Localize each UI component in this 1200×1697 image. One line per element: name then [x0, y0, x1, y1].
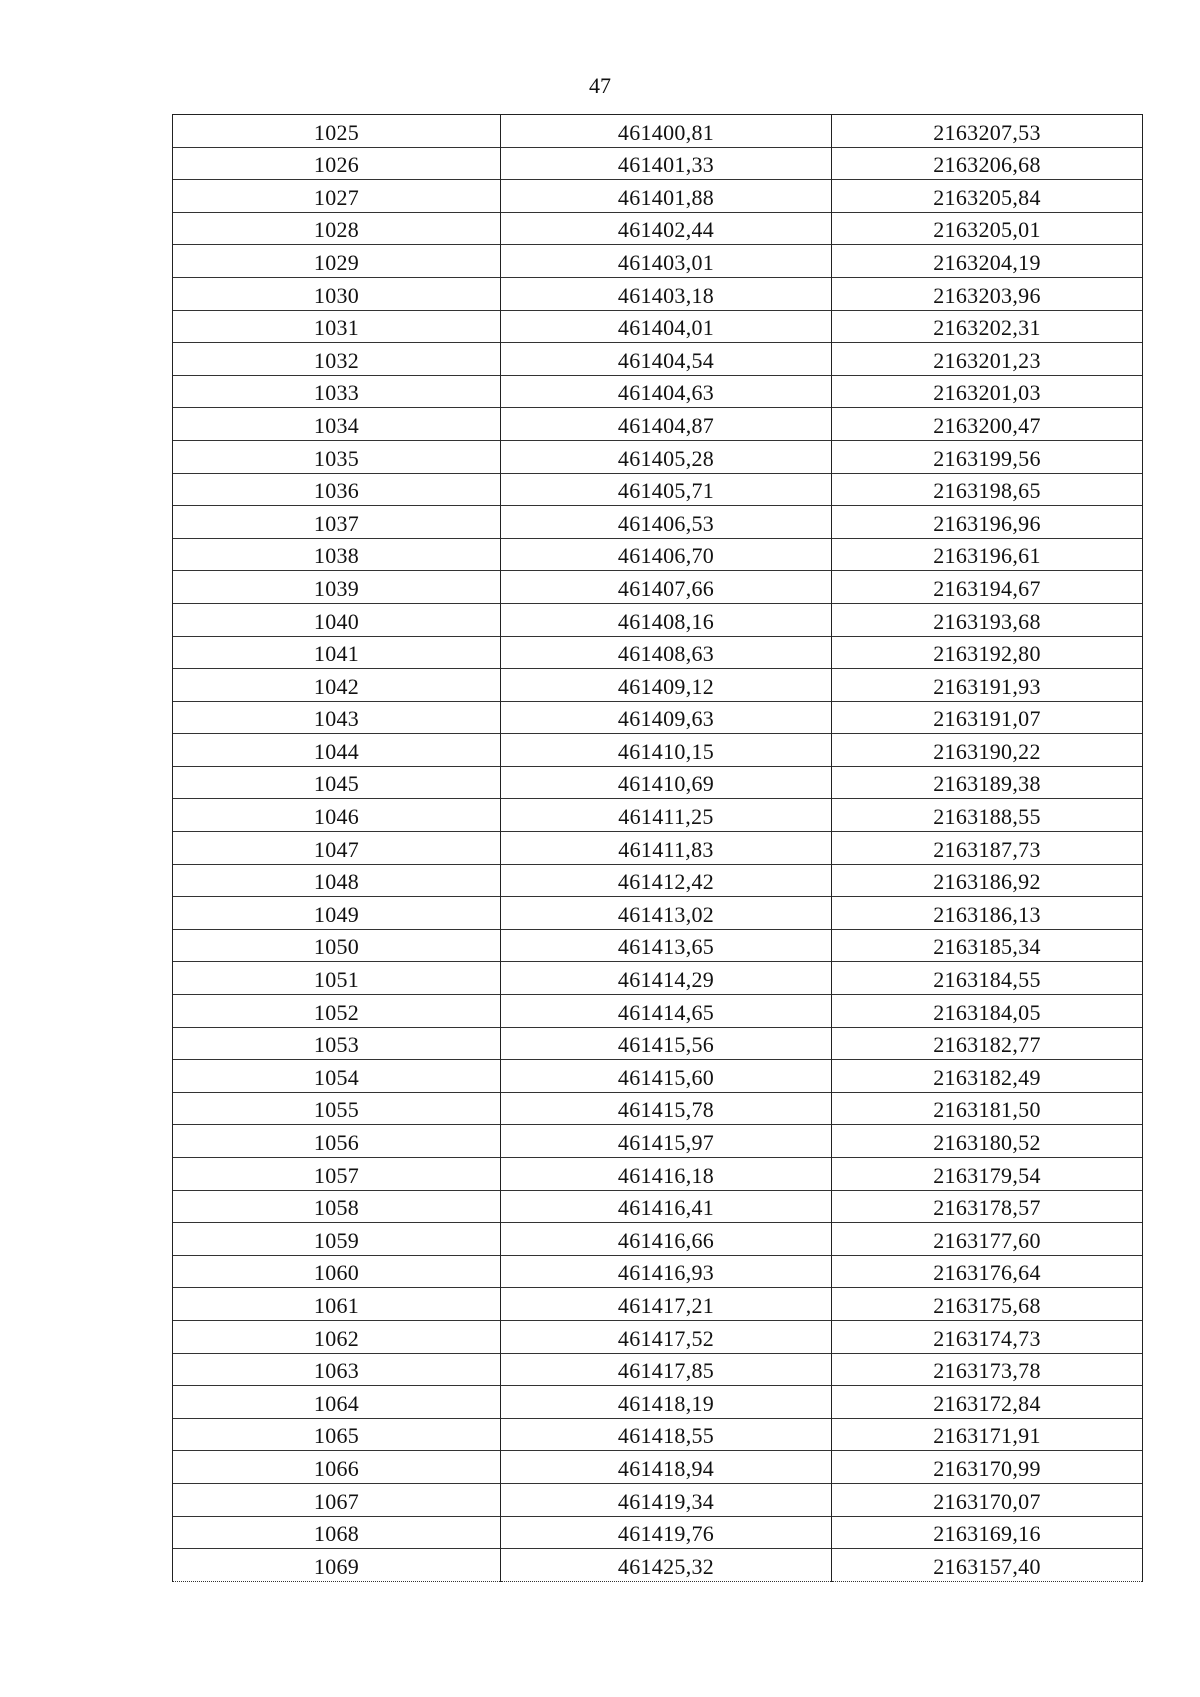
table-row — [173, 766, 1143, 799]
point-number-cell: 1065 — [173, 1418, 501, 1451]
y-coordinate-cell: 2163184,55 — [832, 962, 1143, 995]
y-coordinate-cell: 2163187,73 — [832, 832, 1143, 865]
point-number-cell: 1051 — [173, 962, 501, 995]
table-row — [173, 245, 1143, 278]
x-coordinate-cell: 461415,60 — [501, 1060, 832, 1093]
x-coordinate-cell: 461412,42 — [501, 864, 832, 897]
point-number-cell: 1025 — [173, 115, 501, 148]
y-coordinate-cell: 2163207,53 — [832, 115, 1143, 148]
point-number-cell: 1036 — [173, 473, 501, 506]
y-coordinate-cell: 2163198,65 — [832, 473, 1143, 506]
table-row — [173, 669, 1143, 702]
x-coordinate-cell: 461406,70 — [501, 538, 832, 571]
x-coordinate-cell: 461405,28 — [501, 440, 832, 473]
table-row — [173, 734, 1143, 767]
x-coordinate-cell: 461406,53 — [501, 506, 832, 539]
x-coordinate-cell: 461409,63 — [501, 701, 832, 734]
table-row — [173, 1418, 1143, 1451]
point-number-cell: 1064 — [173, 1386, 501, 1419]
x-coordinate-cell: 461418,94 — [501, 1451, 832, 1484]
table-row — [173, 1190, 1143, 1223]
x-coordinate-cell: 461414,65 — [501, 995, 832, 1028]
table-row — [173, 1288, 1143, 1321]
y-coordinate-cell: 2163176,64 — [832, 1255, 1143, 1288]
y-coordinate-cell: 2163171,91 — [832, 1418, 1143, 1451]
y-coordinate-cell: 2163196,96 — [832, 506, 1143, 539]
table-row — [173, 212, 1143, 245]
table-row — [173, 1060, 1143, 1093]
y-coordinate-cell: 2163189,38 — [832, 766, 1143, 799]
table-row — [173, 1386, 1143, 1419]
table-row — [173, 115, 1143, 148]
x-coordinate-cell: 461404,87 — [501, 408, 832, 441]
y-coordinate-cell: 2163206,68 — [832, 147, 1143, 180]
x-coordinate-cell: 461404,01 — [501, 310, 832, 343]
point-number-cell: 1044 — [173, 734, 501, 767]
x-coordinate-cell: 461410,15 — [501, 734, 832, 767]
x-coordinate-cell: 461402,44 — [501, 212, 832, 245]
point-number-cell: 1027 — [173, 180, 501, 213]
point-number-cell: 1028 — [173, 212, 501, 245]
x-coordinate-cell: 461404,63 — [501, 375, 832, 408]
y-coordinate-cell: 2163191,93 — [832, 669, 1143, 702]
table-row — [173, 701, 1143, 734]
x-coordinate-cell: 461418,55 — [501, 1418, 832, 1451]
table-row — [173, 636, 1143, 669]
table-row — [173, 310, 1143, 343]
y-coordinate-cell: 2163203,96 — [832, 277, 1143, 310]
point-number-cell: 1054 — [173, 1060, 501, 1093]
x-coordinate-cell: 461414,29 — [501, 962, 832, 995]
y-coordinate-cell: 2163170,07 — [832, 1483, 1143, 1516]
y-coordinate-cell: 2163175,68 — [832, 1288, 1143, 1321]
x-coordinate-cell: 461416,93 — [501, 1255, 832, 1288]
table-row — [173, 1158, 1143, 1191]
table-row — [173, 1549, 1143, 1582]
table-row — [173, 506, 1143, 539]
point-number-cell: 1035 — [173, 440, 501, 473]
table-row — [173, 1320, 1143, 1353]
y-coordinate-cell: 2163204,19 — [832, 245, 1143, 278]
x-coordinate-cell: 461408,63 — [501, 636, 832, 669]
point-number-cell: 1037 — [173, 506, 501, 539]
x-coordinate-cell: 461416,66 — [501, 1223, 832, 1256]
y-coordinate-cell: 2163185,34 — [832, 929, 1143, 962]
table-row — [173, 603, 1143, 636]
point-number-cell: 1066 — [173, 1451, 501, 1484]
point-number-cell: 1030 — [173, 277, 501, 310]
y-coordinate-cell: 2163181,50 — [832, 1092, 1143, 1125]
point-number-cell: 1050 — [173, 929, 501, 962]
point-number-cell: 1038 — [173, 538, 501, 571]
y-coordinate-cell: 2163186,13 — [832, 897, 1143, 930]
table-row — [173, 929, 1143, 962]
y-coordinate-cell: 2163184,05 — [832, 995, 1143, 1028]
y-coordinate-cell: 2163182,77 — [832, 1027, 1143, 1060]
y-coordinate-cell: 2163202,31 — [832, 310, 1143, 343]
point-number-cell: 1060 — [173, 1255, 501, 1288]
y-coordinate-cell: 2163192,80 — [832, 636, 1143, 669]
coordinates-table — [172, 114, 1143, 1582]
x-coordinate-cell: 461413,02 — [501, 897, 832, 930]
point-number-cell: 1061 — [173, 1288, 501, 1321]
table-row — [173, 832, 1143, 865]
table-row — [173, 277, 1143, 310]
point-number-cell: 1058 — [173, 1190, 501, 1223]
x-coordinate-cell: 461410,69 — [501, 766, 832, 799]
x-coordinate-cell: 461416,41 — [501, 1190, 832, 1223]
y-coordinate-cell: 2163190,22 — [832, 734, 1143, 767]
x-coordinate-cell: 461417,85 — [501, 1353, 832, 1386]
y-coordinate-cell: 2163191,07 — [832, 701, 1143, 734]
x-coordinate-cell: 461408,16 — [501, 603, 832, 636]
x-coordinate-cell: 461413,65 — [501, 929, 832, 962]
y-coordinate-cell: 2163177,60 — [832, 1223, 1143, 1256]
x-coordinate-cell: 461415,97 — [501, 1125, 832, 1158]
y-coordinate-cell: 2163205,01 — [832, 212, 1143, 245]
y-coordinate-cell: 2163178,57 — [832, 1190, 1143, 1223]
table-row — [173, 897, 1143, 930]
table-row — [173, 147, 1143, 180]
x-coordinate-cell: 461403,01 — [501, 245, 832, 278]
table-row — [173, 1125, 1143, 1158]
x-coordinate-cell: 461417,52 — [501, 1320, 832, 1353]
table-row — [173, 799, 1143, 832]
point-number-cell: 1034 — [173, 408, 501, 441]
table-row — [173, 440, 1143, 473]
y-coordinate-cell: 2163199,56 — [832, 440, 1143, 473]
table-row — [173, 538, 1143, 571]
y-coordinate-cell: 2163188,55 — [832, 799, 1143, 832]
y-coordinate-cell: 2163201,03 — [832, 375, 1143, 408]
y-coordinate-cell: 2163201,23 — [832, 343, 1143, 376]
point-number-cell: 1068 — [173, 1516, 501, 1549]
y-coordinate-cell: 2163172,84 — [832, 1386, 1143, 1419]
x-coordinate-cell: 461407,66 — [501, 571, 832, 604]
table-row — [173, 995, 1143, 1028]
y-coordinate-cell: 2163200,47 — [832, 408, 1143, 441]
coordinates-table-body — [173, 115, 1143, 1582]
x-coordinate-cell: 461419,34 — [501, 1483, 832, 1516]
point-number-cell: 1042 — [173, 669, 501, 702]
point-number-cell: 1029 — [173, 245, 501, 278]
y-coordinate-cell: 2163186,92 — [832, 864, 1143, 897]
x-coordinate-cell: 461403,18 — [501, 277, 832, 310]
table-row — [173, 343, 1143, 376]
point-number-cell: 1049 — [173, 897, 501, 930]
point-number-cell: 1043 — [173, 701, 501, 734]
y-coordinate-cell: 2163194,67 — [832, 571, 1143, 604]
table-row — [173, 180, 1143, 213]
x-coordinate-cell: 461415,56 — [501, 1027, 832, 1060]
point-number-cell: 1048 — [173, 864, 501, 897]
point-number-cell: 1063 — [173, 1353, 501, 1386]
y-coordinate-cell: 2163180,52 — [832, 1125, 1143, 1158]
x-coordinate-cell: 461401,88 — [501, 180, 832, 213]
page-number: 47 — [589, 73, 611, 98]
point-number-cell: 1069 — [173, 1549, 501, 1582]
y-coordinate-cell: 2163179,54 — [832, 1158, 1143, 1191]
point-number-cell: 1059 — [173, 1223, 501, 1256]
point-number-cell: 1062 — [173, 1320, 501, 1353]
point-number-cell: 1067 — [173, 1483, 501, 1516]
y-coordinate-cell: 2163170,99 — [832, 1451, 1143, 1484]
y-coordinate-cell: 2163157,40 — [832, 1549, 1143, 1582]
point-number-cell: 1039 — [173, 571, 501, 604]
y-coordinate-cell: 2163205,84 — [832, 180, 1143, 213]
y-coordinate-cell: 2163182,49 — [832, 1060, 1143, 1093]
y-coordinate-cell: 2163169,16 — [832, 1516, 1143, 1549]
x-coordinate-cell: 461405,71 — [501, 473, 832, 506]
x-coordinate-cell: 461404,54 — [501, 343, 832, 376]
table-row — [173, 1516, 1143, 1549]
table-row — [173, 571, 1143, 604]
point-number-cell: 1041 — [173, 636, 501, 669]
point-number-cell: 1032 — [173, 343, 501, 376]
y-coordinate-cell: 2163173,78 — [832, 1353, 1143, 1386]
point-number-cell: 1046 — [173, 799, 501, 832]
table-row — [173, 1483, 1143, 1516]
table-row — [173, 375, 1143, 408]
x-coordinate-cell: 461409,12 — [501, 669, 832, 702]
y-coordinate-cell: 2163196,61 — [832, 538, 1143, 571]
point-number-cell: 1045 — [173, 766, 501, 799]
table-row — [173, 408, 1143, 441]
point-number-cell: 1040 — [173, 603, 501, 636]
point-number-cell: 1031 — [173, 310, 501, 343]
point-number-cell: 1026 — [173, 147, 501, 180]
x-coordinate-cell: 461425,32 — [501, 1549, 832, 1582]
point-number-cell: 1033 — [173, 375, 501, 408]
y-coordinate-cell: 2163193,68 — [832, 603, 1143, 636]
point-number-cell: 1055 — [173, 1092, 501, 1125]
y-coordinate-cell: 2163174,73 — [832, 1320, 1143, 1353]
x-coordinate-cell: 461411,25 — [501, 799, 832, 832]
table-row — [173, 1255, 1143, 1288]
table-row — [173, 962, 1143, 995]
point-number-cell: 1057 — [173, 1158, 501, 1191]
point-number-cell: 1053 — [173, 1027, 501, 1060]
table-row — [173, 1092, 1143, 1125]
x-coordinate-cell: 461418,19 — [501, 1386, 832, 1419]
x-coordinate-cell: 461415,78 — [501, 1092, 832, 1125]
point-number-cell: 1047 — [173, 832, 501, 865]
x-coordinate-cell: 461416,18 — [501, 1158, 832, 1191]
table-row — [173, 473, 1143, 506]
table-row — [173, 1027, 1143, 1060]
x-coordinate-cell: 461401,33 — [501, 147, 832, 180]
x-coordinate-cell: 461400,81 — [501, 115, 832, 148]
x-coordinate-cell: 461417,21 — [501, 1288, 832, 1321]
point-number-cell: 1052 — [173, 995, 501, 1028]
table-row — [173, 1451, 1143, 1484]
point-number-cell: 1056 — [173, 1125, 501, 1158]
x-coordinate-cell: 461419,76 — [501, 1516, 832, 1549]
table-row — [173, 1223, 1143, 1256]
table-row — [173, 1353, 1143, 1386]
table-row — [173, 864, 1143, 897]
x-coordinate-cell: 461411,83 — [501, 832, 832, 865]
